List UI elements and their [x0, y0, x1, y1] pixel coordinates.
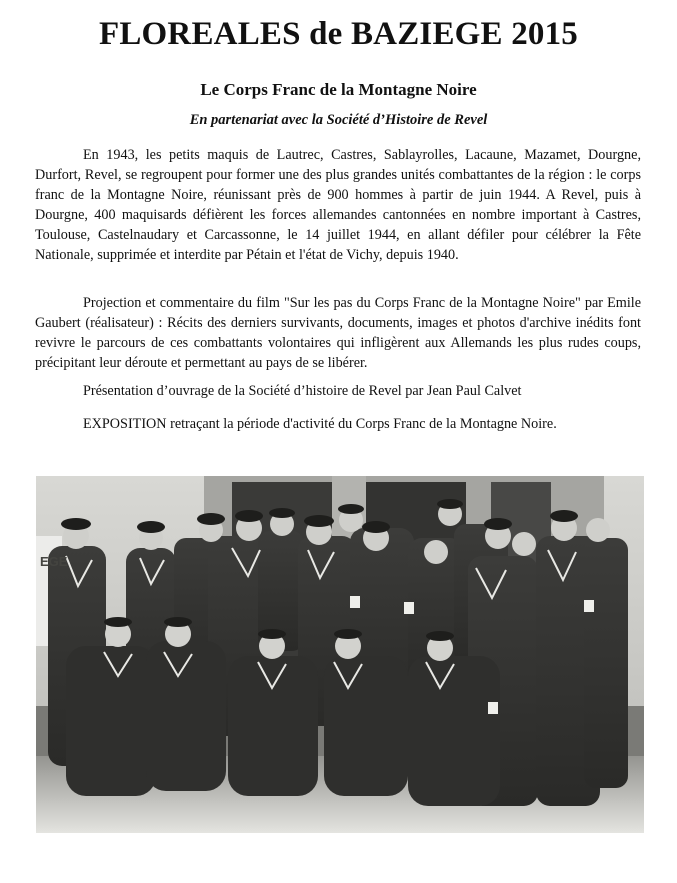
- presentation-paragraph: Présentation d’ouvrage de la Société d’histoire de Revel par Jean Paul Calvet: [83, 383, 522, 399]
- event-subtitle: Le Corps Franc de la Montagne Noire: [200, 80, 477, 99]
- projection-paragraph: Projection et commentaire du film "Sur les pas du Corps Franc de la Montagne Noire" par Emile Gaubert (réalisateur) : Récits des derniers survivants, documents, images et photos d'archive inédits font revivre le parcours de ces combattants volontaires qui infligèrent aux Allemands les plus rudes coups, précipitant leur déroute et permettant au pays de se libérer.: [35, 295, 641, 371]
- exposition-paragraph: EXPOSITION retraçant la période d'activité du Corps Franc de la Montagne Noire.: [83, 416, 557, 432]
- page-title: FLOREALES de BAZIEGE 2015: [98, 16, 579, 52]
- partnership-note: En partenariat avec la Société d’Histoire de Revel: [189, 112, 488, 128]
- intro-paragraph: En 1943, les petits maquis de Lautrec, Castres, Sablayrolles, Lacaune, Mazamet, Dourgne, Durfort, Revel, se regroupent pour former une des plus grandes unités combattantes de la région : le corps franc de la Montagne Noire, réunissant près de 900 hommes à partir de juin 1944. A Revel, puis à Dourgne, 400 maquisards défièrent les forces allemandes cantonnées en nombre important à Castres, Toulouse, Castelnaudary et Carcassonne, le 14 juillet 1944, en allant défiler pour célébrer la Fête Nationale, supprimée et interdite par Pétain et l'état de Vichy, depuis 1940.: [35, 147, 641, 263]
- wall-sign-text: EGE: [40, 554, 68, 569]
- archive-group-photo: [36, 476, 644, 833]
